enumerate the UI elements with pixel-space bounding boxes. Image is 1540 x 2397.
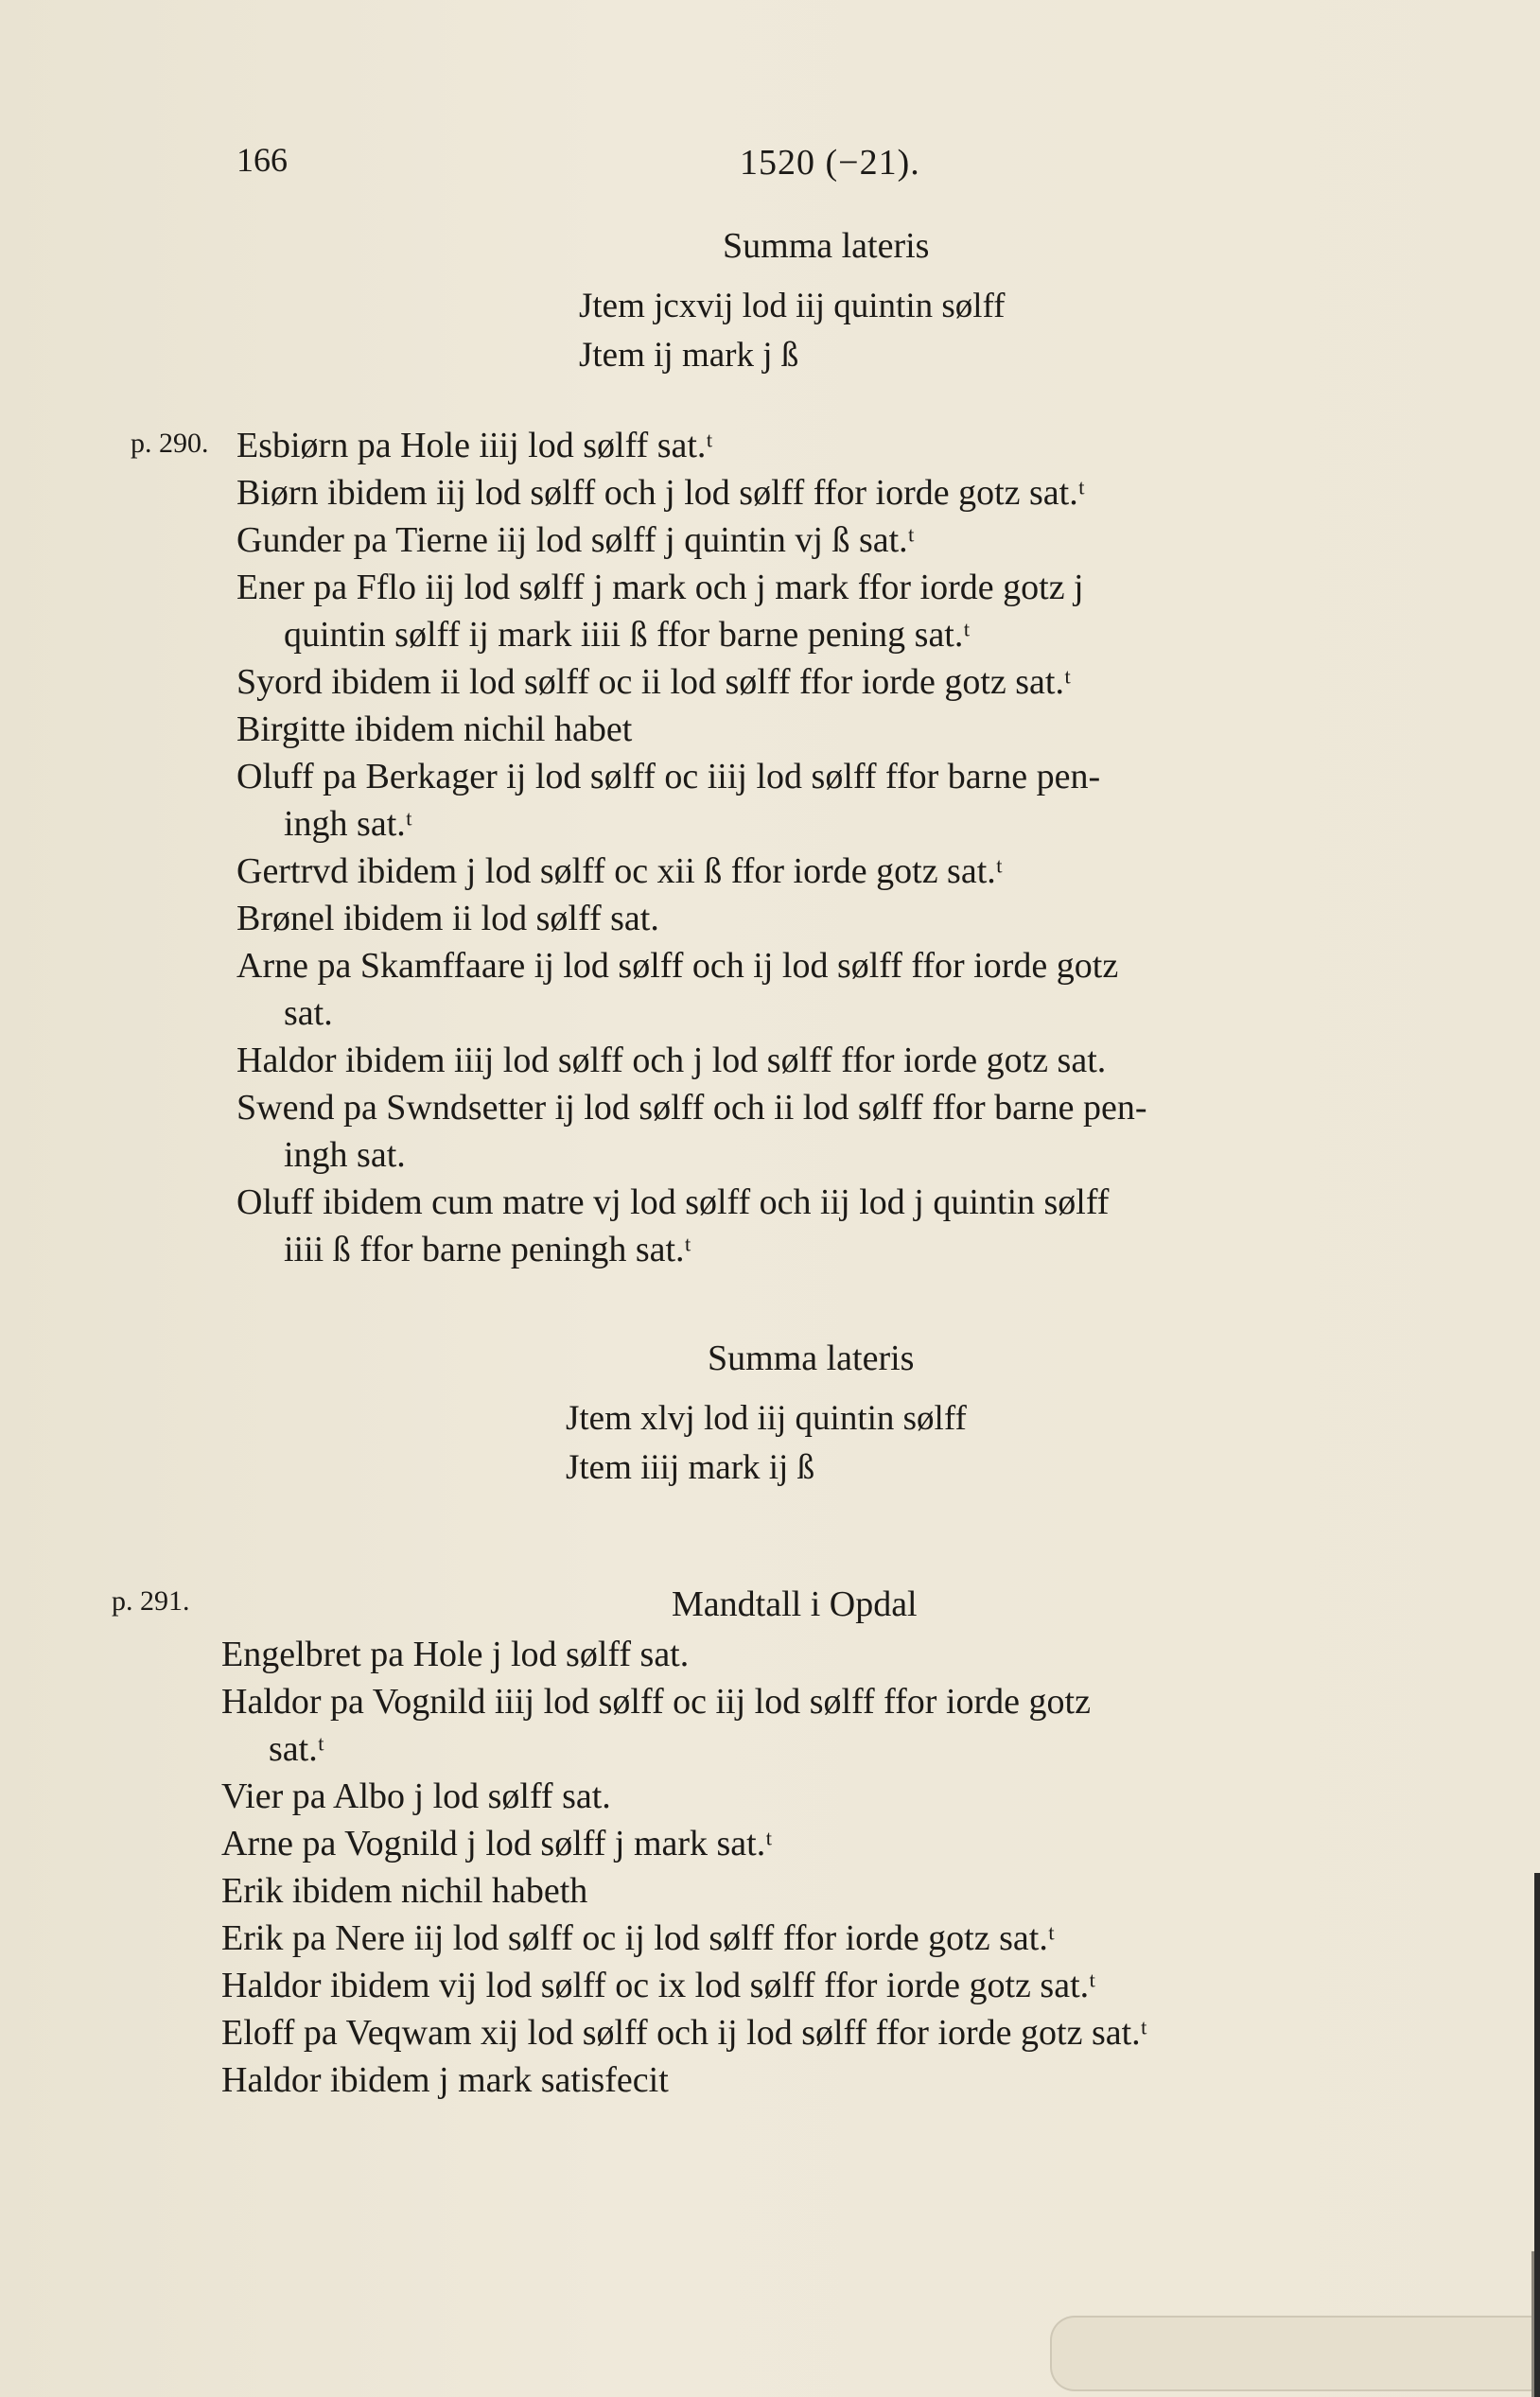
- summa-1-line-1: Jtem jcxvij lod iij quintin sølff: [579, 287, 1006, 325]
- list-item: Haldor ibidem iiij lod sølff och j lod sølff ffor iorde gotz sat.: [236, 1041, 1107, 1080]
- list-item: Haldor ibidem j mark satisfecit: [221, 2060, 669, 2100]
- list-item: Gunder pa Tierne iij lod sølff j quintin vj ß sat.ᵗ: [236, 520, 915, 560]
- list-item: Syord ibidem ii lod sølff oc ii lod sølff ffor iorde gotz sat.ᵗ: [236, 662, 1072, 702]
- list-item: Esbiørn pa Hole iiij lod sølff sat.ᵗ: [236, 426, 713, 465]
- entries-list-1: [236, 422, 1466, 1273]
- margin-page-ref-290: p. 290.: [131, 428, 209, 459]
- list-item: Erik pa Nere iij lod sølff oc ij lod sølff ffor iorde gotz sat.ᵗ: [221, 1918, 1056, 1958]
- page-number: 166: [236, 141, 288, 179]
- page-edge: [1534, 1873, 1540, 2397]
- list-item: Arne pa Vognild j lod sølff j mark sat.ᵗ: [221, 1824, 773, 1863]
- section-title: Mandtall i Opdal: [672, 1584, 918, 1624]
- margin-page-ref-291: p. 291.: [112, 1585, 190, 1617]
- page-edge-shadow: [1531, 2251, 1534, 2397]
- summa-2-line-1: Jtem xlvj lod iij quintin sølff: [566, 1399, 967, 1438]
- entries-list-2: [221, 1631, 1470, 2104]
- list-item: Birgitte ibidem nichil habet: [236, 709, 633, 749]
- list-item: Ener pa Fflo iij lod sølff j mark och j mark ffor iorde gotz j quintin sølff ij mark iiii ß ffor barne pening sat.ᵗ: [236, 568, 1084, 655]
- list-item: Engelbret pa Hole j lod sølff sat.: [221, 1635, 690, 1674]
- list-item: Biørn ibidem iij lod sølff och j lod sølff ffor iorde gotz sat.ᵗ: [236, 473, 1086, 513]
- summa-1-line-2: Jtem ij mark j ß: [579, 336, 799, 375]
- list-item: Oluff pa Berkager ij lod sølff oc iiij lod sølff ffor barne pen- ingh sat.ᵗ: [236, 757, 1101, 844]
- list-item: Erik ibidem nichil habeth: [221, 1871, 588, 1911]
- list-item: Vier pa Albo j lod sølff sat.: [221, 1776, 611, 1816]
- list-item: Swend pa Swndsetter ij lod sølff och ii lod sølff ffor barne pen- ingh sat.: [236, 1088, 1147, 1175]
- list-item: Brønel ibidem ii lod sølff sat.: [236, 899, 659, 938]
- list-item: Eloff pa Veqwam xij lod sølff och ij lod sølff ffor iorde gotz sat.ᵗ: [221, 2013, 1147, 2053]
- summa-title-2: Summa lateris: [708, 1338, 915, 1378]
- list-item: Oluff ibidem cum matre vj lod sølff och iij lod j quintin sølff iiii ß ffor barne peningh sat.ᵗ: [236, 1182, 1110, 1269]
- list-item: Gertrvd ibidem j lod sølff oc xii ß ffor iorde gotz sat.ᵗ: [236, 851, 1004, 891]
- running-head: 1520 (−21).: [740, 143, 920, 183]
- list-item: Arne pa Skamffaare ij lod sølff och ij lod sølff ffor iorde gotz sat.: [236, 946, 1119, 1033]
- summa-title-1: Summa lateris: [723, 226, 930, 266]
- list-item: Haldor pa Vognild iiij lod sølff oc iij lod sølff ffor iorde gotz sat.ᵗ: [221, 1682, 1091, 1769]
- summa-2-line-2: Jtem iiij mark ij ß: [566, 1448, 815, 1487]
- library-stamp: [1050, 2316, 1540, 2391]
- list-item: Haldor ibidem vij lod sølff oc ix lod sølff ffor iorde gotz sat.ᵗ: [221, 1966, 1096, 2005]
